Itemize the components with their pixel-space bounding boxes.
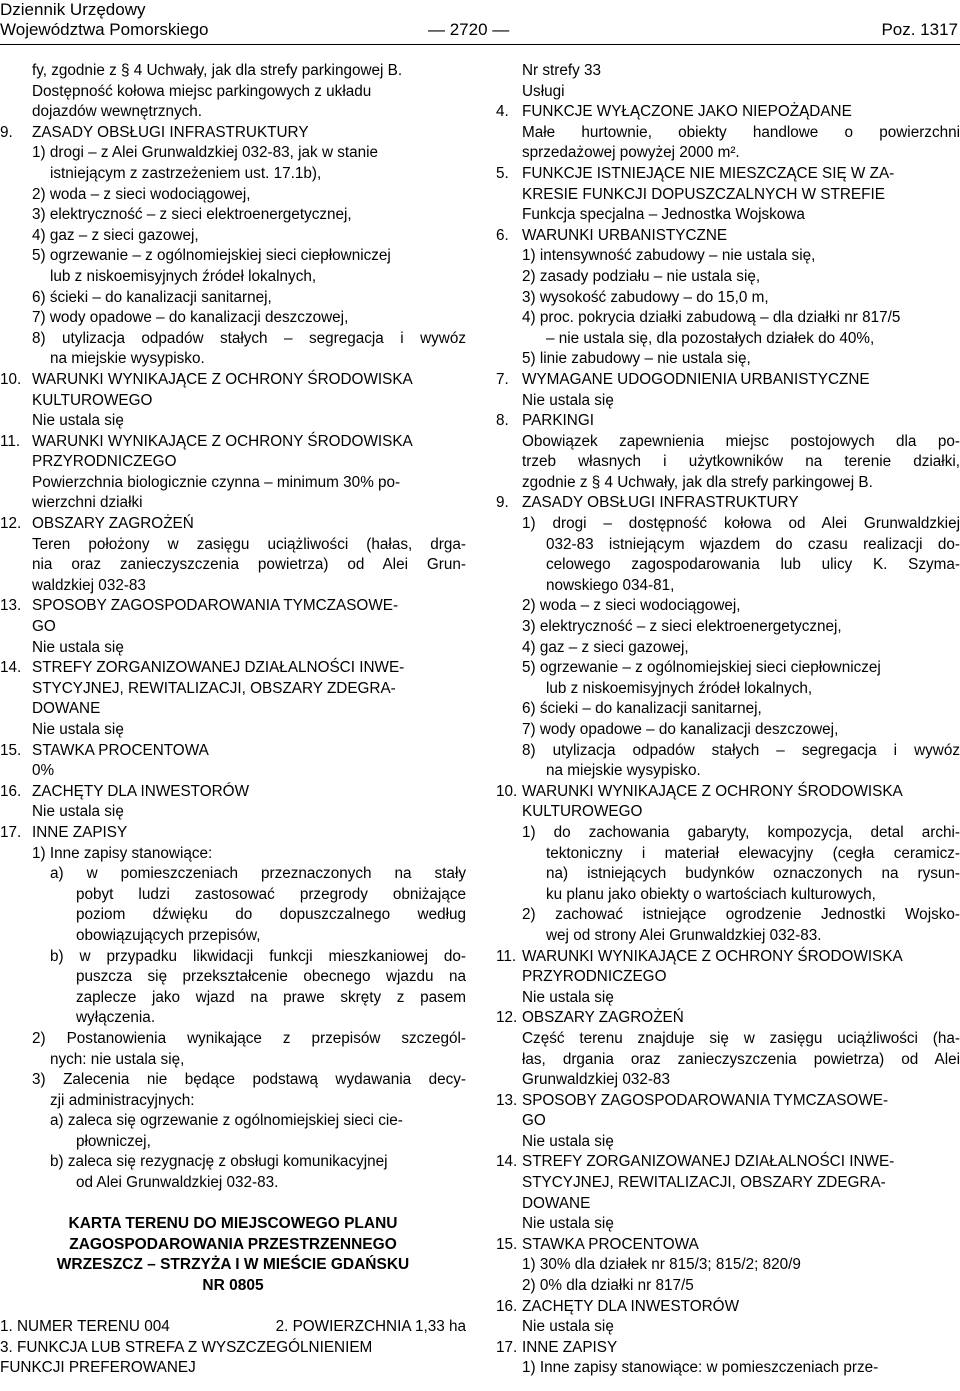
text-line [0, 535, 466, 556]
text-line [496, 246, 960, 267]
text-line [0, 679, 466, 700]
line-text: zaplecze jako wjazd na prawe skręty z pasem [76, 988, 466, 1006]
line-text: PRZYRODNICZEGO [522, 968, 667, 986]
journal-region: Województwa Pomorskiego [0, 20, 209, 39]
line-text: ZASADY OBSŁUGI INFRASTRUKTURY [32, 123, 309, 141]
line-text: WARUNKI WYNIKAJĄCE Z OCHRONY ŚRODOWISKA [522, 782, 903, 800]
line-text: 5) linie zabudowy – nie ustala się, [522, 350, 751, 368]
section-number: 7. [496, 370, 509, 388]
terrain-number: 1. NUMER TERENU 004 [0, 1318, 170, 1336]
text-line [0, 926, 466, 947]
text-line [496, 226, 960, 247]
line-text: fy, zgodnie z § 4 Uchwały, jak dla strefy parkingowej B. [32, 62, 403, 79]
text-line [496, 638, 960, 659]
line-text: zji administracyjnych: [50, 1091, 195, 1109]
line-text: STREFY ZORGANIZOWANEJ DZIAŁALNOŚCI INWE- [32, 659, 405, 677]
line-text: Nie ustala się [522, 391, 614, 409]
line-text: 6) ścieki – do kanalizacji sanitarnej, [522, 700, 762, 718]
function-heading-cont: FUNKCJI PREFEROWANEJ [0, 1359, 196, 1377]
section-number: 5. [496, 164, 509, 182]
text-line [496, 535, 960, 556]
section-number: 13. [0, 597, 22, 615]
text-line [496, 143, 960, 164]
section-number: 17. [496, 1338, 518, 1356]
line-text: INNE ZAPISY [32, 823, 128, 841]
text-line [0, 1173, 466, 1194]
line-text: Nie ustala się [32, 803, 124, 821]
line-text: nych: nie ustala się, [50, 1050, 185, 1068]
line-text: ZASADY OBSŁUGI INFRASTRUKTURY [522, 494, 799, 512]
line-text: WARUNKI WYNIKAJĄCE Z OCHRONY ŚRODOWISKA [522, 947, 903, 965]
card-title-line: WRZESZCZ – STRZYŻA I W MIEŚCIE GDAŃSKU [56, 1256, 410, 1274]
line-text: Usługi [522, 82, 565, 100]
line-text: 7) wody opadowe – do kanalizacji deszczowej, [32, 309, 349, 327]
line-text: ZACHĘTY DLA INWESTORÓW [522, 1297, 740, 1315]
line-text: 8) utylizacja odpadów stałych – segregacja i wywóz [522, 741, 960, 759]
line-text: lub z niskoemisyjnych źródeł lokalnych, [50, 267, 317, 285]
line-text: Nie ustala się [522, 1132, 614, 1150]
text-line [496, 370, 960, 391]
line-text: wierzchni działki [32, 494, 143, 512]
text-line [0, 493, 466, 514]
line-text: STREFY ZORGANIZOWANEJ DZIAŁALNOŚCI INWE- [522, 1153, 895, 1171]
line-text: Grunwaldzkiej 032-83 [522, 1071, 670, 1089]
text-line [0, 391, 466, 412]
section-number: 14. [496, 1153, 518, 1171]
line-text: 5) ogrzewanie – z ogólnomiejskiej sieci ciepłowniczej [522, 659, 881, 677]
text-line [496, 1214, 960, 1235]
text-line [0, 102, 466, 123]
section-number: 6. [496, 226, 509, 244]
line-text: na miejskie wysypisko. [50, 350, 205, 368]
text-line [0, 761, 466, 782]
text-line [496, 658, 960, 679]
line-text: Nr strefy 33 [522, 62, 602, 79]
text-line [0, 1070, 466, 1091]
text-line [0, 967, 466, 988]
text-line [0, 308, 466, 329]
text-line [496, 947, 960, 968]
section-number: 16. [0, 782, 22, 800]
section-number: 11. [0, 432, 21, 450]
text-line [0, 185, 466, 206]
text-line [496, 411, 960, 432]
text-line [496, 185, 960, 206]
line-text: na) istniejących budynków oznaczonych na rysun- [546, 865, 960, 883]
text-line [496, 1255, 960, 1276]
line-text: 1) intensywność zabudowy – nie ustala się, [522, 247, 816, 265]
line-text: ZACHĘTY DLA INWESTORÓW [32, 782, 250, 800]
line-text: 2) zachować istniejące ogrodzenie Jednostki Wojsko- [522, 906, 960, 924]
line-text: łas, drgania oraz zanieczyszczenia powietrza) od Alei [522, 1050, 960, 1068]
line-text: zgodnie z § 4 Uchwały, jak dla strefy parkingowej B. [522, 473, 873, 491]
text-line [496, 1338, 960, 1359]
text-line [0, 82, 466, 103]
line-text: DOWANE [522, 1194, 591, 1212]
line-text: płowniczej, [76, 1132, 151, 1150]
text-line [0, 658, 466, 679]
text-line [496, 1152, 960, 1173]
text-line [0, 288, 466, 309]
section-number: 15. [496, 1235, 518, 1253]
text-line [496, 885, 960, 906]
text-line [0, 1050, 466, 1071]
line-text: OBSZARY ZAGROŻEŃ [32, 515, 194, 533]
text-line [496, 473, 960, 494]
text-line [496, 308, 960, 329]
card-title [0, 1214, 466, 1296]
text-line [0, 267, 466, 288]
text-line [496, 864, 960, 885]
line-text: dojazdów wewnętrznych. [32, 103, 203, 121]
line-text: DOWANE [32, 700, 101, 718]
line-text: 1) Inne zapisy stanowiące: [32, 844, 213, 862]
line-text: nia oraz zanieczyszczenia powietrza) od Alei Grun- [32, 556, 466, 574]
line-text: a) w pomieszczeniach przeznaczonych na stały [50, 865, 466, 883]
text-line [496, 1194, 960, 1215]
text-line [496, 102, 960, 123]
section-number: 4. [496, 103, 509, 121]
text-line [496, 741, 960, 762]
line-text: tektoniczny i materiał elewacyjny (cegła ceramicz- [546, 844, 960, 862]
line-text: STYCYJNEJ, REWITALIZACJI, OBSZARY ZDEGRA- [32, 679, 396, 697]
line-text: wyłączenia. [76, 1009, 156, 1027]
line-text: poziom dźwięku do dopuszczalnego według [76, 906, 466, 924]
text-line [496, 1276, 960, 1297]
card-title-line: NR 0805 [202, 1277, 264, 1295]
text-line [0, 61, 466, 82]
line-text: b) w przypadku likwidacji funkcji mieszkaniowej do- [50, 947, 466, 965]
section-number: 8. [496, 412, 509, 430]
text-line [0, 514, 466, 535]
text-line [496, 205, 960, 226]
line-text: INNE ZAPISY [522, 1338, 618, 1356]
line-text: Powierzchnia biologicznie czynna – minimum 30% po- [32, 473, 401, 491]
text-line [0, 164, 466, 185]
text-line [496, 576, 960, 597]
text-line [0, 720, 466, 741]
text-line [0, 555, 466, 576]
text-line [0, 988, 466, 1009]
text-line [0, 823, 466, 844]
section-number: 12. [0, 515, 22, 533]
line-text: na miejskie wysypisko. [546, 762, 701, 780]
text-line [496, 699, 960, 720]
line-text: 4) gaz – z sieci gazowej, [522, 638, 689, 656]
line-text: 1) drogi – z Alei Grunwaldzkiej 032-83, jak w stanie [32, 144, 379, 162]
section-number: 16. [496, 1297, 518, 1315]
section-number: 9. [0, 123, 13, 141]
text-line [0, 885, 466, 906]
text-line [496, 823, 960, 844]
section-number: 10. [0, 370, 22, 388]
line-text: pobyt ludzi zastosować przegrody obniżające [76, 885, 466, 903]
line-text: sprzedażowej powyżej 2000 m². [522, 144, 740, 162]
line-text: Nie ustala się [32, 638, 124, 656]
text-line [496, 555, 960, 576]
position-number: Poz. 1317 [881, 20, 958, 39]
text-line [496, 1029, 960, 1050]
line-text: 1) drogi – dostępność kołowa od Alei Grunwaldzkiej [522, 515, 960, 533]
line-text: nowskiego 034-81, [546, 576, 675, 594]
text-line [496, 514, 960, 535]
page-header [0, 0, 960, 44]
section-number: 12. [496, 1009, 518, 1027]
line-text: 1) 30% dla działek nr 815/3; 815/2; 820/9 [522, 1256, 801, 1274]
line-text: Nie ustala się [32, 721, 124, 738]
line-text: 4) gaz – z sieci gazowej, [32, 226, 199, 244]
text-line [0, 1029, 466, 1050]
section-number: 13. [496, 1091, 518, 1109]
section-number: 10. [496, 782, 518, 800]
header-rule [0, 44, 960, 45]
text-line [496, 267, 960, 288]
line-text: 032-83 istniejącym wjazdem do czasu realizacji do- [546, 535, 960, 553]
line-text: WYMAGANE UDOGODNIENIA URBANISTYCZNE [522, 370, 870, 388]
line-text: 6) ścieki – do kanalizacji sanitarnej, [32, 288, 272, 306]
text-line [0, 1111, 466, 1132]
text-line [496, 329, 960, 350]
text-line [496, 967, 960, 988]
text-line [0, 617, 466, 638]
line-text: b) zaleca się rezygnację z obsługi komunikacyjnej [50, 1153, 388, 1171]
text-line [496, 1235, 960, 1256]
text-line [496, 1050, 960, 1071]
line-text: Nie ustala się [522, 1215, 614, 1233]
line-text: Część terenu znajduje się w zasięgu uciążliwości (ha- [522, 1029, 960, 1047]
line-text: 4) proc. pokrycia działki zabudową – dla działki nr 817/5 [522, 309, 901, 327]
text-line [0, 782, 466, 803]
text-line [0, 205, 466, 226]
section-number: 11. [496, 947, 517, 965]
text-line [0, 596, 466, 617]
text-line [496, 1091, 960, 1112]
text-line [0, 905, 466, 926]
line-text: trzeb własnych i użytkowników na terenie działki, [522, 453, 960, 471]
line-text: KULTUROWEGO [522, 803, 643, 821]
text-line [0, 1008, 466, 1029]
text-line [0, 699, 466, 720]
text-line [0, 143, 466, 164]
text-line [0, 844, 466, 865]
section-number: 14. [0, 659, 22, 677]
line-text: FUNKCJE ISTNIEJĄCE NIE MIESZCZĄCE SIĘ W ZA- [522, 164, 895, 182]
line-text: Obowiązek zapewnienia miejsc postojowych dla po- [522, 432, 960, 450]
line-text: 0% [32, 762, 55, 780]
text-line [496, 1173, 960, 1194]
text-line [0, 411, 466, 432]
function-heading: 3. FUNKCJA LUB STREFA Z WYSZCZEGÓLNIENIEM [0, 1338, 373, 1356]
text-line [0, 802, 466, 823]
line-text: WARUNKI URBANISTYCZNE [522, 226, 728, 244]
text-line [496, 1317, 960, 1338]
line-text: celowego zagospodarowania lub ulicy K. Szyma- [546, 556, 960, 574]
line-text: 2) zasady podziału – nie ustala się, [522, 267, 761, 285]
line-text: KULTUROWEGO [32, 391, 153, 409]
section-number: 17. [0, 823, 22, 841]
line-text: 5) ogrzewanie – z ogólnomiejskiej sieci ciepłowniczej [32, 247, 391, 265]
text-line [496, 679, 960, 700]
text-line [0, 741, 466, 762]
text-line [0, 349, 466, 370]
line-text: WARUNKI WYNIKAJĄCE Z OCHRONY ŚRODOWISKA [32, 370, 413, 388]
text-line [496, 988, 960, 1009]
line-text: 2) Postanowienia wynikające z przepisów szczegól- [32, 1029, 466, 1047]
text-line [496, 617, 960, 638]
line-text: WARUNKI WYNIKAJĄCE Z OCHRONY ŚRODOWISKA [32, 432, 413, 450]
text-line [496, 82, 960, 103]
line-text: 8) utylizacja odpadów stałych – segregacja i wywóz [32, 329, 466, 347]
text-line [496, 123, 960, 144]
line-text: 3) Zalecenia nie będące podstawą wydawania decy- [32, 1071, 466, 1089]
line-text: Nie ustala się [522, 1318, 614, 1336]
text-line [0, 370, 466, 391]
line-text: KRESIE FUNKCJI DOPUSZCZALNYCH W STREFIE [522, 185, 885, 203]
line-text: Nie ustala się [32, 412, 124, 430]
line-text: 1) do zachowania gabaryty, kompozycja, detal archi- [522, 823, 960, 841]
card-title-line: KARTA TERENU DO MIEJSCOWEGO PLANU [68, 1215, 398, 1233]
text-line [496, 926, 960, 947]
text-line [0, 1152, 466, 1173]
text-line [0, 576, 466, 597]
line-text: STAWKA PROCENTOWA [522, 1235, 699, 1253]
line-text: lub z niskoemisyjnych źródeł lokalnych, [546, 679, 813, 697]
text-line [0, 452, 466, 473]
text-line [496, 288, 960, 309]
text-line [0, 1132, 466, 1153]
text-line [0, 432, 466, 453]
page-number: — 2720 — [428, 20, 510, 39]
line-text: 1) Inne zapisy stanowiące: w pomieszczeniach prze- [522, 1359, 879, 1377]
text-line [496, 61, 960, 82]
line-text: Teren położony w zasięgu uciążliwości (hałas, drga- [32, 535, 466, 553]
text-line [496, 782, 960, 803]
line-text: 2) 0% dla działki nr 817/5 [522, 1277, 694, 1295]
text-line [0, 473, 466, 494]
text-line [496, 1297, 960, 1318]
line-text: GO [522, 1112, 546, 1130]
line-text: SPOSOBY ZAGOSPODAROWANIA TYMCZASOWE- [32, 597, 399, 615]
text-line [496, 452, 960, 473]
text-line [0, 947, 466, 968]
text-line [496, 761, 960, 782]
line-text: PRZYRODNICZEGO [32, 453, 177, 471]
journal-title: Dziennik Urzędowy [0, 0, 146, 19]
line-text: OBSZARY ZAGROŻEŃ [522, 1009, 684, 1027]
section-number: 15. [0, 741, 22, 759]
line-text: 3) wysokość zabudowy – do 15,0 m, [522, 288, 769, 306]
line-text: 7) wody opadowe – do kanalizacji deszczowej, [522, 721, 839, 738]
line-text: istniejącym z zastrzeżeniem ust. 17.1b), [50, 164, 322, 182]
line-text: puszcza się przekształcenie obecnego wjazdu na [76, 968, 466, 986]
line-text: 3) elektryczność – z sieci elektroenergetycznej, [522, 618, 842, 636]
text-line [0, 864, 466, 885]
line-text: Dostępność kołowa miejsc parkingowych z układu [32, 82, 372, 100]
left-column [0, 61, 466, 1379]
text-line [496, 596, 960, 617]
text-line [496, 493, 960, 514]
text-line [496, 164, 960, 185]
text-line [496, 844, 960, 865]
section-number: 9. [496, 494, 509, 512]
line-text: a) zaleca się ogrzewanie z ogólnomiejskiej sieci cie- [50, 1112, 403, 1130]
terrain-summary-row [0, 1317, 466, 1338]
text-line [0, 638, 466, 659]
line-text: obowiązujących przepisów, [76, 926, 261, 944]
line-text: 3) elektryczność – z sieci elektroenergetycznej, [32, 206, 352, 224]
text-line [496, 391, 960, 412]
text-line [496, 349, 960, 370]
line-text: PARKINGI [522, 412, 594, 430]
line-text: waldzkiej 032-83 [32, 576, 146, 594]
line-text: SPOSOBY ZAGOSPODAROWANIA TYMCZASOWE- [522, 1091, 889, 1109]
card-title-line: ZAGOSPODAROWANIA PRZESTRZENNEGO [69, 1235, 397, 1253]
line-text: Nie ustala się [522, 988, 614, 1006]
text-line [496, 802, 960, 823]
text-line [0, 246, 466, 267]
line-text: STAWKA PROCENTOWA [32, 741, 209, 759]
text-line [496, 1070, 960, 1091]
right-column [496, 61, 960, 1379]
line-text: 2) woda – z sieci wodociągowej, [32, 185, 251, 203]
text-line [0, 226, 466, 247]
text-line [496, 1008, 960, 1029]
text-line [0, 123, 466, 144]
line-text: STYCYJNEJ, REWITALIZACJI, OBSZARY ZDEGRA- [522, 1174, 886, 1192]
line-text: wej od strony Alei Grunwaldzkiej 032-83. [546, 926, 822, 944]
terrain-area: 2. POWIERZCHNIA 1,33 ha [275, 1318, 466, 1336]
text-line [496, 432, 960, 453]
line-text: 2) woda – z sieci wodociągowej, [522, 597, 741, 615]
line-text: FUNKCJE WYŁĄCZONE JAKO NIEPOŻĄDANE [522, 103, 852, 121]
line-text: GO [32, 618, 56, 636]
text-line [496, 1132, 960, 1153]
text-line [496, 720, 960, 741]
line-text: Małe hurtownie, obiekty handlowe o powierzchni [522, 123, 960, 141]
line-text: ku planu jako obiekty o wartościach kulturowych, [546, 885, 876, 903]
line-text: od Alei Grunwaldzkiej 032-83. [76, 1174, 279, 1192]
line-text: – nie ustala się, dla pozostałych działek do 40%, [546, 329, 875, 347]
line-text: Funkcja specjalna – Jednostka Wojskowa [522, 206, 805, 224]
text-line [0, 329, 466, 350]
text-line [496, 1111, 960, 1132]
text-line [496, 1358, 960, 1379]
text-line [0, 1091, 466, 1112]
text-line [496, 905, 960, 926]
